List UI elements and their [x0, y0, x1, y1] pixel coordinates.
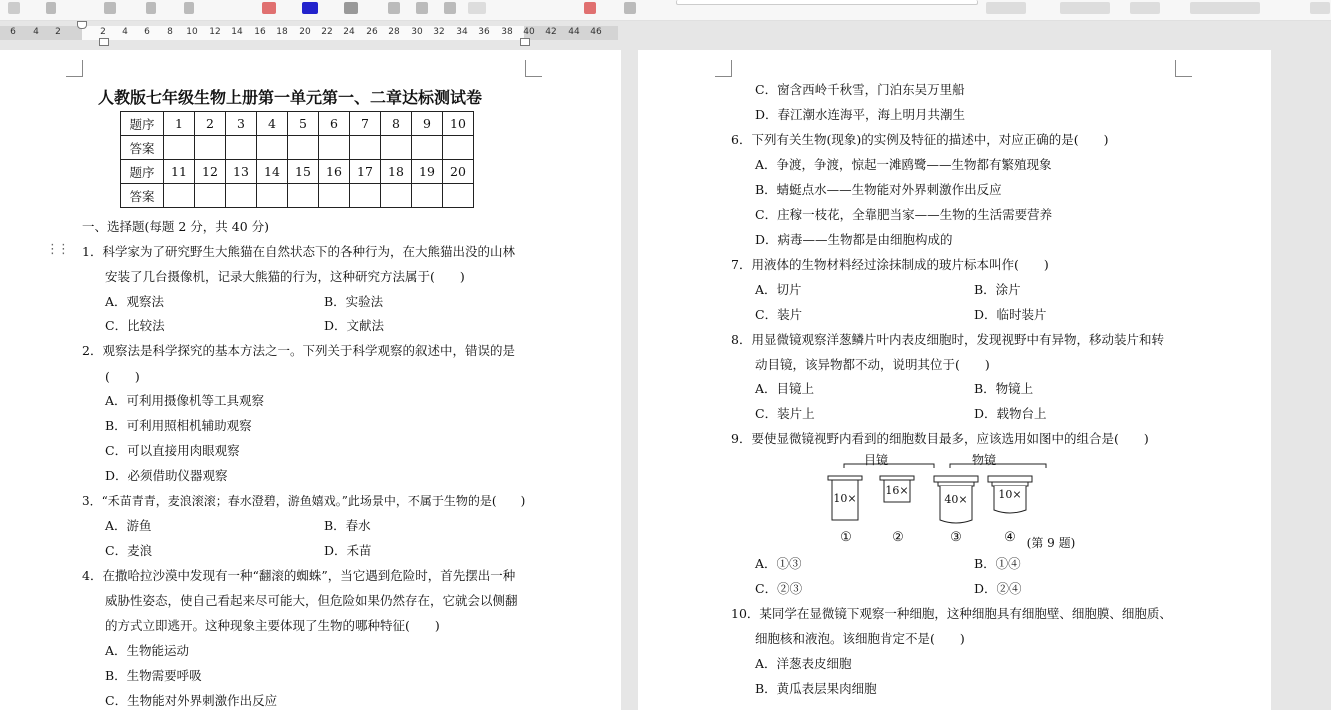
lens-magnification: 16×	[885, 484, 909, 497]
size-icon[interactable]	[146, 2, 156, 14]
ruler-tick: 12	[209, 27, 221, 37]
select-button[interactable]	[1130, 2, 1160, 14]
ruler-tick: 34	[456, 27, 468, 37]
align-left-icon[interactable]	[388, 2, 400, 14]
justify-icon[interactable]	[468, 2, 486, 14]
option-text: D．②④	[974, 581, 1022, 596]
table-cell: 19	[412, 160, 443, 184]
table-cell: 14	[257, 160, 288, 184]
table-cell: 17	[350, 160, 381, 184]
option-text: B．蜻蜓点水——生物能对外界刺激作出反应	[755, 182, 1002, 197]
lens-magnification: 40×	[944, 493, 968, 506]
option-text: B．生物需要呼吸	[105, 668, 202, 683]
option-text: C．②③	[755, 581, 803, 596]
answer-cell[interactable]	[257, 136, 288, 160]
question-text: 威胁性姿态，使自己看起来尽可能大，但危险如果仍然存在，它就会以侧翻	[105, 593, 518, 608]
answer-table	[120, 111, 474, 208]
question-text: 8．用显微镜观察洋葱鳞片叶内表皮细胞时，发现视野中有异物，移动装片和转	[731, 332, 1164, 347]
question-text: 3．“禾苗青青，麦浪滚滚；春水澄碧，游鱼嬉戏。”此场景中，不属于生物的是( )	[82, 494, 526, 508]
option-text: C．麦浪	[105, 543, 153, 558]
table-header-cell: 题序	[121, 112, 164, 136]
lens-figure	[824, 450, 1084, 550]
option-text: A．切片	[755, 282, 802, 297]
table-cell: 5	[288, 112, 319, 136]
option-text: A．可利用摄像机等工具观察	[105, 393, 265, 408]
answer-cell[interactable]	[288, 184, 319, 208]
table-cell: 13	[226, 160, 257, 184]
crop-mark	[525, 60, 542, 77]
option-text: B．物镜上	[974, 381, 1034, 396]
ruler-tick: 38	[501, 27, 513, 37]
option-text: A．洋葱表皮细胞	[755, 656, 852, 671]
answer-cell[interactable]	[319, 184, 350, 208]
ruler-tick: 10	[186, 27, 198, 37]
table-cell: 9	[412, 112, 443, 136]
table-cell: 20	[443, 160, 474, 184]
answer-cell[interactable]	[350, 184, 381, 208]
option-text: C．生物能对外界刺激作出反应	[105, 693, 278, 708]
option-text: D．文献法	[324, 318, 385, 333]
option-text: B．实验法	[324, 294, 384, 309]
find-button[interactable]	[1060, 2, 1110, 14]
question-text: ( )	[105, 369, 140, 384]
question-text: 1．科学家为了研究野生大熊猫在自然状态下的各种行为，在大熊猫出没的山林	[82, 244, 515, 259]
ruler-tick: 40	[523, 27, 535, 37]
lens-number: ③	[950, 530, 962, 545]
right-indent-marker[interactable]	[520, 38, 530, 46]
option-text: D．禾苗	[324, 543, 372, 558]
section-heading: 一、选择题(每题 2 分，共 40 分)	[82, 219, 270, 234]
option-text: D．必须借助仪器观察	[105, 468, 228, 483]
answer-cell[interactable]	[381, 136, 412, 160]
option-text: C．庄稼一枝花，全靠肥当家——生物的生活需要营养	[755, 207, 1053, 222]
question-text: 的方式立即逃开。这种现象主要体现了生物的哪种特征( )	[105, 618, 440, 633]
answer-cell[interactable]	[443, 136, 474, 160]
option-text: C．窗含西岭千秋雪，门泊东吴万里船	[755, 82, 965, 97]
highlight-icon[interactable]	[262, 2, 276, 14]
crop-mark	[715, 60, 732, 77]
table-cell: 15	[288, 160, 319, 184]
option-text: D．春江潮水连海平，海上明月共潮生	[755, 107, 966, 122]
option-text: D．临时装片	[974, 307, 1047, 322]
table-header-cell: 题序	[121, 160, 164, 184]
review-button[interactable]	[1190, 2, 1260, 14]
document-title: 人教版七年级生物上册第一单元第一、二章达标测试卷	[98, 88, 483, 107]
style-button[interactable]	[986, 2, 1026, 14]
option-text: A．目镜上	[755, 381, 815, 396]
lens-magnification: 10×	[833, 492, 857, 505]
lens-number: ④	[1004, 530, 1016, 545]
question-text: 细胞核和液泡。该细胞肯定不是( )	[755, 631, 965, 646]
ruler-tick: 16	[254, 27, 266, 37]
question-text: 2．观察法是科学探究的基本方法之一。下列关于科学观察的叙述中，错误的是	[82, 343, 515, 358]
answer-cell[interactable]	[319, 136, 350, 160]
ruler-tick: 44	[568, 27, 580, 37]
drag-handle-icon[interactable]: ⋮⋮	[46, 242, 68, 257]
ruler-tick: 32	[433, 27, 445, 37]
answer-cell[interactable]	[257, 184, 288, 208]
answer-cell[interactable]	[226, 184, 257, 208]
option-text: B．涂片	[974, 282, 1021, 297]
document-page-right	[638, 50, 1271, 710]
option-text: A．争渡，争渡，惊起一滩鸥鹭——生物都有繁殖现象	[755, 157, 1052, 172]
table-cell: 11	[164, 160, 195, 184]
font-icon[interactable]	[104, 2, 116, 14]
table-cell: 8	[381, 112, 412, 136]
ruler-tick: 46	[590, 27, 602, 37]
table-cell: 16	[319, 160, 350, 184]
lens-number: ①	[840, 530, 852, 545]
table-cell: 1	[164, 112, 195, 136]
ruler-tick: 6	[10, 27, 16, 37]
answer-cell[interactable]	[164, 184, 195, 208]
answer-cell[interactable]	[412, 184, 443, 208]
answer-cell[interactable]	[288, 136, 319, 160]
question-text: 9．要使显微镜视野内看到的细胞数目最多，应该选用如图中的组合是( )	[731, 431, 1149, 446]
paragraph-icon[interactable]	[624, 2, 636, 14]
clear-format-icon[interactable]	[184, 2, 194, 14]
ruler-tick: 2	[55, 27, 61, 37]
option-text: D．病毒——生物都是由细胞构成的	[755, 232, 953, 247]
objective-label: 物镜	[972, 453, 997, 467]
border-icon[interactable]	[584, 2, 596, 14]
ruler-tick: 20	[299, 27, 311, 37]
font-color-icon[interactable]	[302, 2, 318, 14]
ruler-tick: 6	[144, 27, 150, 37]
format-icon[interactable]	[46, 2, 56, 14]
option-text: A．游鱼	[105, 518, 152, 533]
question-text: 6．下列有关生物(现象)的实例及特征的描述中，对应正确的是( )	[731, 132, 1109, 147]
answer-cell[interactable]	[350, 136, 381, 160]
option-text: C．装片上	[755, 406, 815, 421]
ruler-tick: 4	[33, 27, 39, 37]
clipboard-icon[interactable]	[8, 2, 20, 14]
left-indent-marker[interactable]	[99, 38, 109, 46]
ruler-tick: 36	[478, 27, 490, 37]
answer-cell[interactable]	[164, 136, 195, 160]
lens-magnification: 10×	[998, 488, 1022, 501]
answer-cell[interactable]	[412, 136, 443, 160]
ruler-tick: 28	[388, 27, 400, 37]
ruler-tick: 14	[231, 27, 243, 37]
more-button[interactable]	[1310, 2, 1330, 14]
table-header-cell: 答案	[121, 136, 164, 160]
table-cell: 4	[257, 112, 288, 136]
option-text: D．载物台上	[974, 406, 1047, 421]
first-line-indent-marker[interactable]	[77, 21, 87, 29]
ruler-tick: 4	[122, 27, 128, 37]
option-text: A．观察法	[105, 294, 165, 309]
question-text: 动目镜，该异物都不动，说明其位于( )	[755, 357, 990, 372]
option-text: C．装片	[755, 307, 803, 322]
lens-number: ②	[892, 530, 904, 545]
table-cell: 7	[350, 112, 381, 136]
document-page-left	[0, 50, 621, 710]
question-text: 安装了几台摄像机，记录大熊猫的行为，这种研究方法属于( )	[105, 269, 465, 284]
answer-cell[interactable]	[195, 136, 226, 160]
ruler-tick: 2	[100, 27, 106, 37]
answer-cell[interactable]	[443, 184, 474, 208]
ruler-tick: 8	[167, 27, 173, 37]
option-text: C．比较法	[105, 318, 165, 333]
table-cell: 12	[195, 160, 226, 184]
option-text: A．生物能运动	[105, 643, 190, 658]
question-text: 10．某同学在显微镜下观察一种细胞，这种细胞具有细胞壁、细胞膜、细胞质、	[731, 606, 1172, 621]
table-cell: 6	[319, 112, 350, 136]
eyepiece-label: 目镜	[864, 453, 889, 467]
ribbon-toolbar	[0, 0, 1331, 21]
answer-cell[interactable]	[226, 136, 257, 160]
ruler-tick: 30	[411, 27, 423, 37]
option-text: B．黄瓜表层果肉细胞	[755, 681, 877, 696]
option-text: B．①④	[974, 556, 1021, 571]
question-text: 7．用液体的生物材料经过涂抹制成的玻片标本叫作( )	[731, 257, 1049, 272]
option-text: A．①③	[755, 556, 802, 571]
question-text: 4．在撒哈拉沙漠中发现有一种“翻滚的蜘蛛”，当它遇到危险时，首先摆出一种	[82, 568, 516, 583]
align-center-icon[interactable]	[416, 2, 428, 14]
table-cell: 10	[443, 112, 474, 136]
ruler-tick: 24	[343, 27, 355, 37]
table-cell: 18	[381, 160, 412, 184]
table-header-cell: 答案	[121, 184, 164, 208]
ruler-tick: 26	[366, 27, 378, 37]
ruler-tick: 22	[321, 27, 333, 37]
ruler-tick: 42	[545, 27, 557, 37]
ruler-tick: 18	[276, 27, 288, 37]
align-right-icon[interactable]	[444, 2, 456, 14]
shading-icon[interactable]	[344, 2, 358, 14]
crop-mark	[1175, 60, 1192, 77]
style-gallery[interactable]	[676, 0, 978, 5]
crop-mark	[66, 60, 83, 77]
table-cell: 3	[226, 112, 257, 136]
option-text: C．可以直接用肉眼观察	[105, 443, 240, 458]
answer-cell[interactable]	[381, 184, 412, 208]
option-text: B．春水	[324, 518, 371, 533]
option-text: B．可利用照相机辅助观察	[105, 418, 252, 433]
answer-cell[interactable]	[195, 184, 226, 208]
figure-caption: (第 9 题)	[1026, 536, 1076, 550]
table-cell: 2	[195, 112, 226, 136]
